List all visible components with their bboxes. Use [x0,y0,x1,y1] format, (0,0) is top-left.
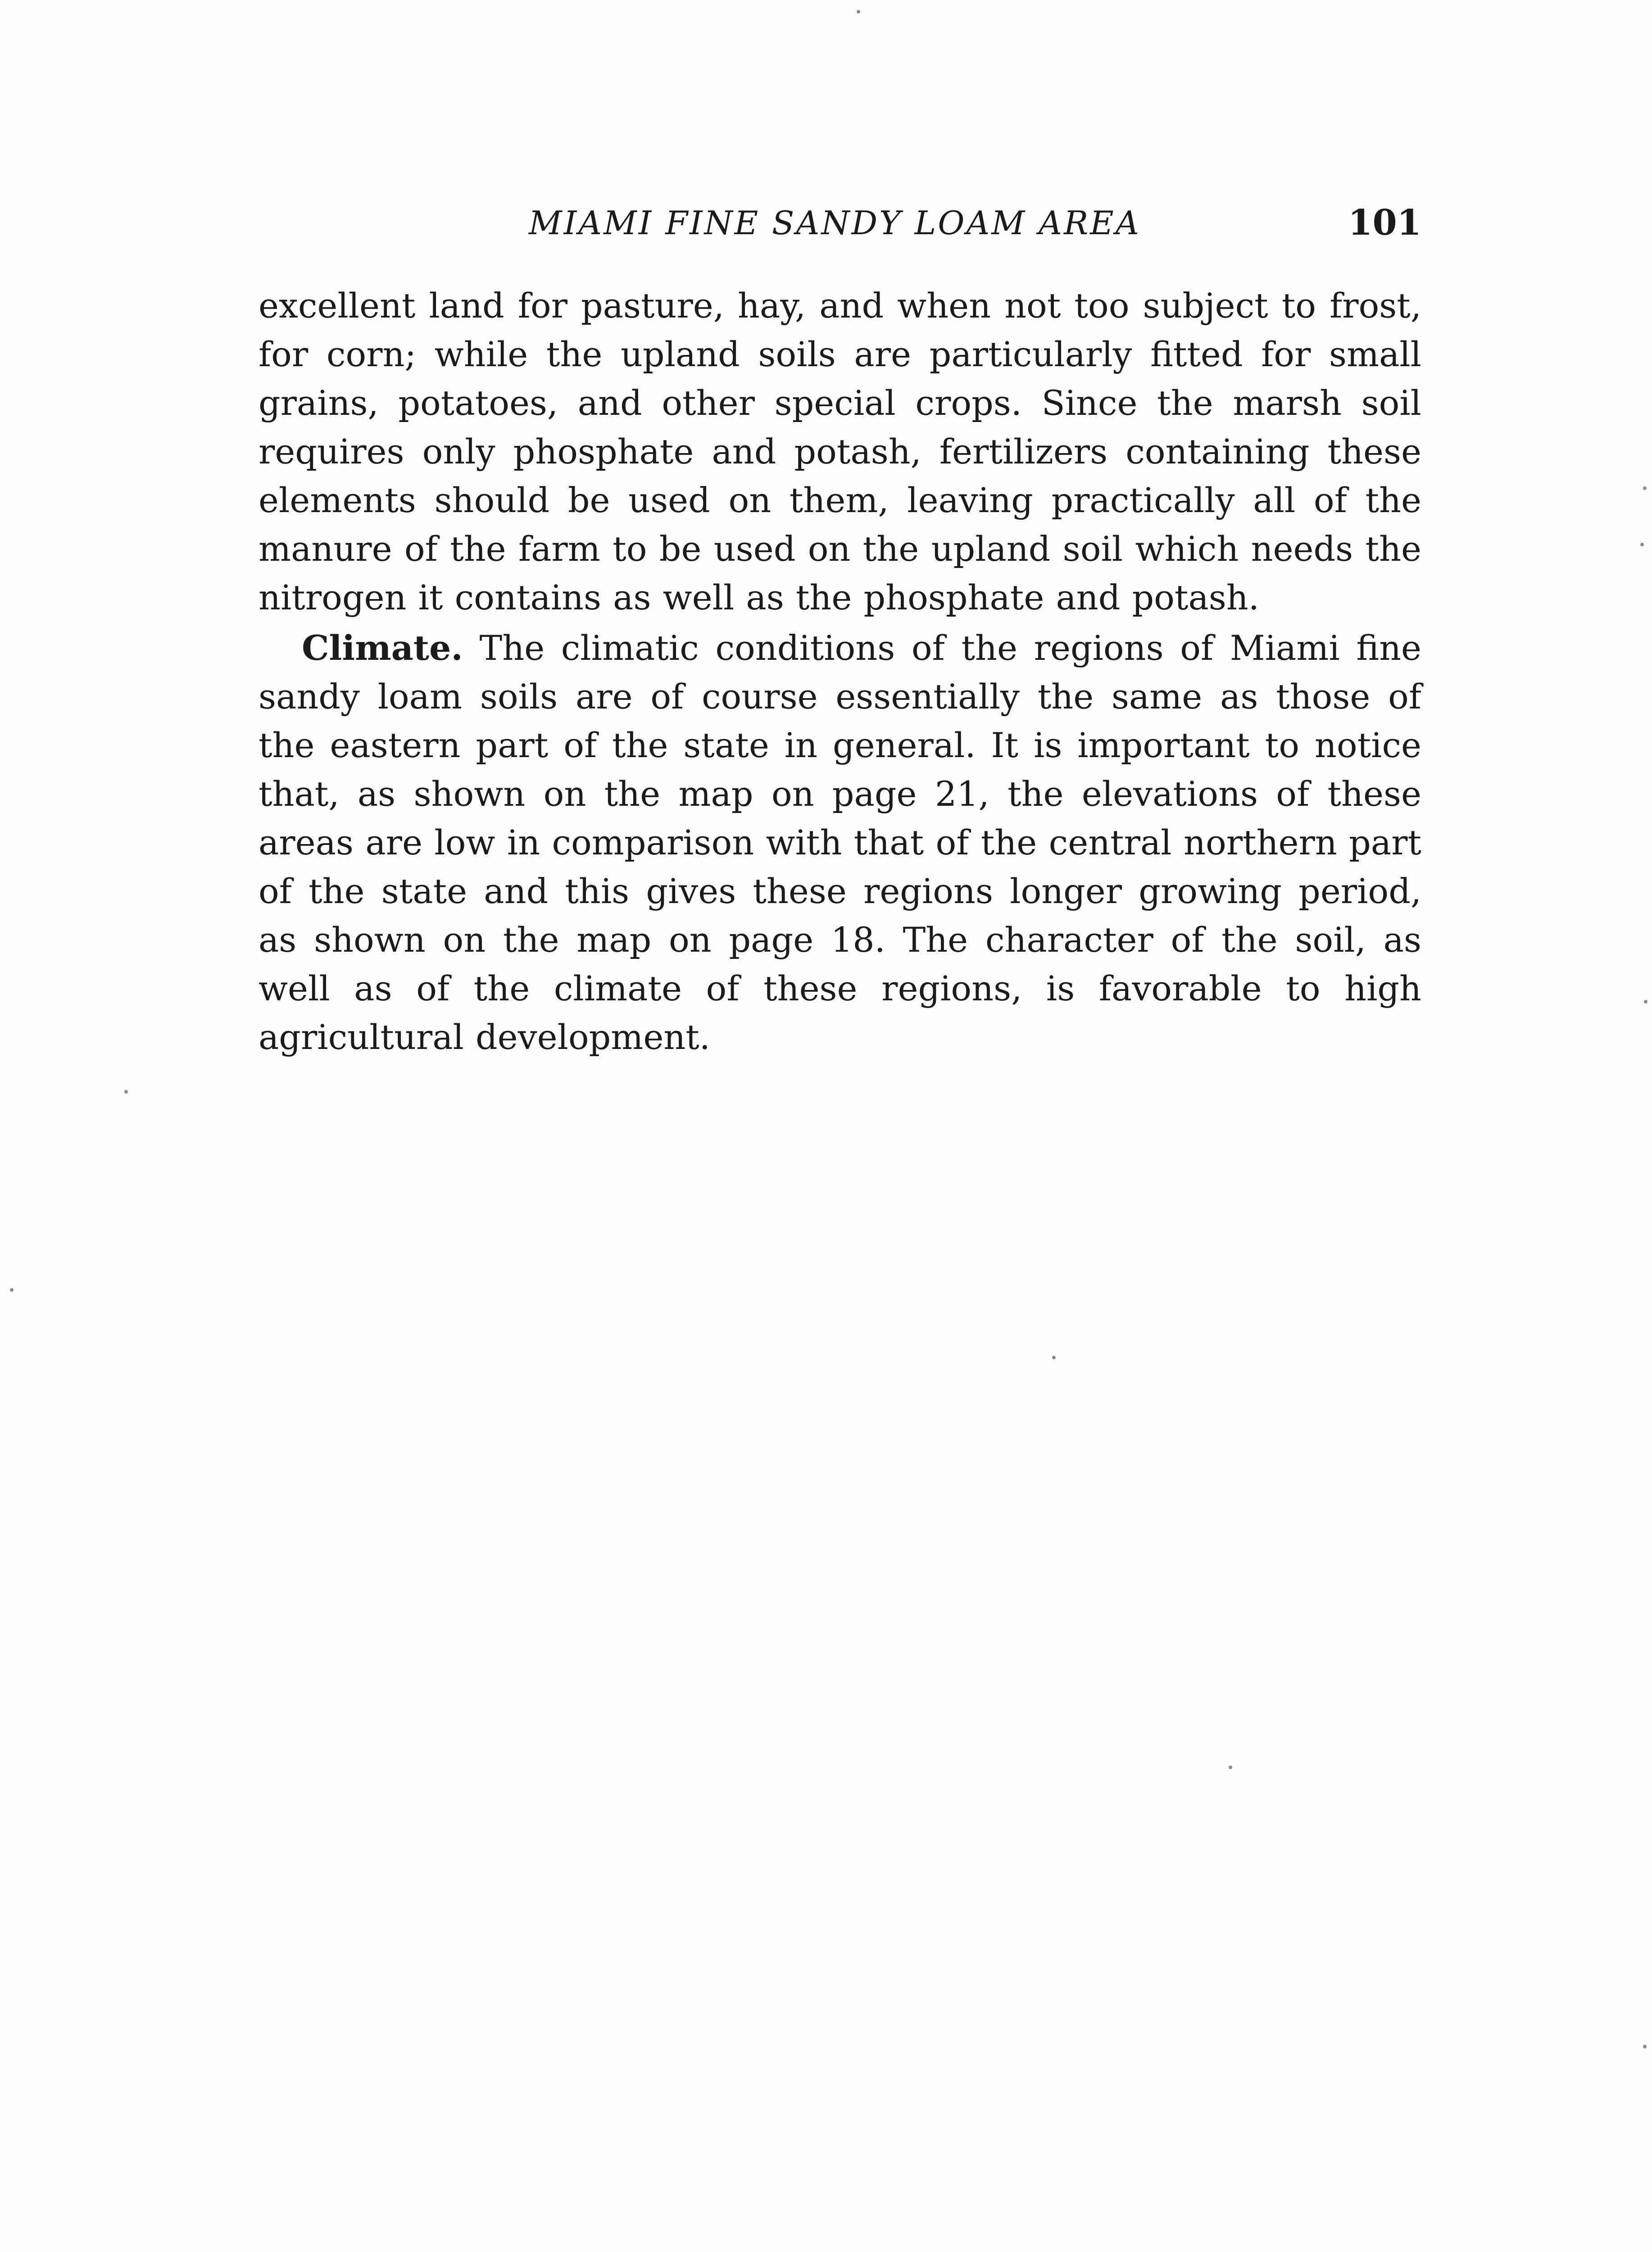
scan-speck [1644,1000,1647,1003]
section-heading-climate: Climate. [302,628,463,668]
paragraph-text: excellent land for pasture, hay, and when not too subject to frost, for corn; while the upland soils are particularly fitted for small grains, potatoes, and other special crops. Since the marsh soil requires only phosphate and potash, fertilizers containing these elements should be used on them, leaving practically all of the manure of the farm to be used on the upland soil which needs the nitrogen it contains as well as the phosphate and potash. [259,286,1421,617]
scan-speck [1229,1766,1232,1769]
scan-speck [1643,486,1647,490]
running-title: MIAMI FINE SANDY LOAM AREA [529,204,1141,242]
scan-speck [1640,543,1644,546]
scan-speck [10,1288,14,1292]
body-text [259,282,1421,1062]
running-head [259,198,1421,248]
paragraph-text: The climatic conditions of the regions of Miami fine sandy loam soils are of course essentially the same as those of the eastern part of the state in general. It is important to notice that, as shown on the map on page 21, the elevations of these areas are low in comparison with that of the central northern part of the state and this gives these regions longer growing period, as shown on the map on page 18. The character of the soil, as well as of the climate of these regions, is favorable to high agricultural development. [259,628,1421,1057]
paragraph-soil-use [259,282,1421,622]
page-number: 101 [1348,202,1421,243]
scan-speck [857,10,860,14]
scan-speck [1052,1356,1056,1359]
paragraph-climate [259,624,1421,1062]
scan-speck [124,1090,128,1094]
scan-speck [1643,2045,1647,2048]
